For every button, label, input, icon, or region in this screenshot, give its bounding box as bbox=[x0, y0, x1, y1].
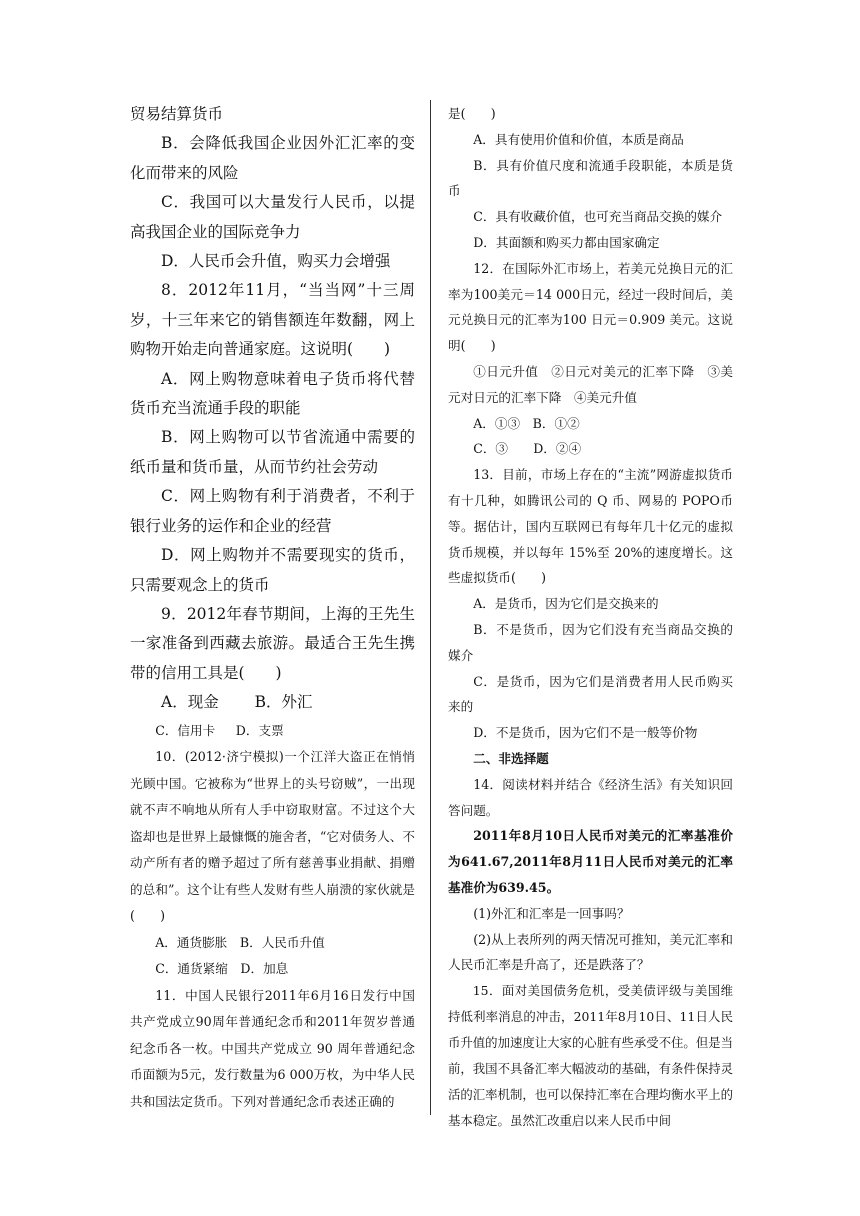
option-b: B．会降低我国企业因外汇汇率的变化而带来的风险 bbox=[130, 134, 415, 182]
statement-list: ①日元升值 ②日元对美元的汇率下降 ③美元对日元的汇率下降 ④美元升值 bbox=[448, 363, 733, 405]
sub-question-2: (2)从上表所列的两天情况可推知，美元汇率和人民币汇率是升高了，还是跌落了？ bbox=[448, 931, 733, 973]
options-cd: C．③ D．②④ bbox=[473, 441, 582, 457]
option-d: D．不是货币，因为它们不是一般等价物 bbox=[473, 725, 698, 741]
column-divider bbox=[430, 100, 431, 1115]
option-d: D．网上购物并不需要现实的货币，只需要观念上的货币 bbox=[130, 546, 415, 594]
text-line: 贸易结算货币 bbox=[130, 105, 224, 123]
option-c: C．网上购物有利于消费者，不利于银行业务的运作和企业的经营 bbox=[130, 487, 415, 535]
option-b: B．具有价值尺度和流通手段职能，本质是货币 bbox=[448, 157, 733, 199]
question-11: 11．中国人民银行2011年6月16日发行中国共产党成立90周年普通纪念币和2011年贺岁普通纪念币各一枚。中国共产党成立 90 周年普通纪念币面额为5元，发行数量为6 000万枚，为中华人民共和国法定货币。下列对普通纪念币表述正确的 bbox=[130, 987, 415, 1109]
question-12: 12．在国际外汇市场上，若美元兑换日元的汇率为100美元＝14 000日元，经过一段时间后，美元兑换日元的汇率为100 日元＝0.909 美元。这说明( ) bbox=[448, 260, 733, 354]
sub-question-1: (1)外汇和汇率是一回事吗？ bbox=[473, 905, 630, 921]
text-line: 是( ) bbox=[448, 106, 496, 121]
options-ab: A．①③ B．①② bbox=[473, 415, 580, 431]
left-column bbox=[130, 100, 415, 1115]
options-ab: A．通货膨胀 B．人民币升值 bbox=[155, 934, 325, 950]
section-heading: 二、非选择题 bbox=[473, 750, 549, 766]
option-b: B．不是货币，因为它们没有充当商品交换的媒介 bbox=[448, 621, 733, 663]
options-cd: C．信用卡 D．支票 bbox=[155, 722, 284, 738]
options-ab: A．现金 B．外汇 bbox=[161, 693, 313, 712]
question-13: 13．目前，市场上存在的“主流”网游虚拟货币有十几种，如腾讯公司的 Q 币、网易的 POPO币等。据估计，国内互联网已有每年几十亿元的虚拟货币规模，并以每年 15%至 20%的速度增长。这些虚拟货币( ) bbox=[448, 467, 733, 586]
question-10: 10．(2012·济宁模拟)一个江洋大盗正在悄悄光顾中国。它被称为“世界上的头号窃贼”，一出现就不声不响地从所有人手中窃取财富。不过这个大盗却也是世界上最慷慨的施舍者，“它对债务人、不动产所有者的赠予超过了所有慈善事业捐献、捐赠的总和”。这个让有些人发财有些人崩溃的家伙就是( ) bbox=[130, 749, 415, 924]
option-b: B．网上购物可以节省流通中需要的纸币量和货币量，从而节约社会劳动 bbox=[130, 428, 415, 476]
right-column bbox=[448, 101, 733, 1134]
option-a: A．具有使用价值和价值，本质是商品 bbox=[473, 131, 684, 147]
option-c: C．是货币，因为它们是消费者用人民币购买来的 bbox=[448, 673, 733, 715]
option-d: D．人民币会升值，购买力会增强 bbox=[161, 252, 391, 271]
question-14: 14．阅读材料并结合《经济生活》有关知识回答问题。 bbox=[448, 776, 733, 818]
question-8: 8．2012年11月，“当当网”十三周岁，十三年来它的销售额连年数翻，网上购物开始走向普通家庭。这说明( ) bbox=[130, 281, 415, 359]
option-a: A．是货币，因为它们是交换来的 bbox=[473, 596, 659, 612]
question-9: 9．2012年春节期间，上海的王先生一家准备到西藏去旅游。最适合王先生携带的信用工具是( ) bbox=[130, 604, 415, 682]
options-cd: C．通货紧缩 D．加息 bbox=[155, 961, 289, 977]
option-c: C．我国可以大量发行人民币，以提高我国企业的国际竞争力 bbox=[130, 193, 415, 241]
material-text: 2011年8月10日人民币对美元的汇率基准价为641.67,2011年8月11日人民币对美元的汇率基准价为639.45。 bbox=[448, 828, 733, 895]
option-a: A．网上购物意味着电子货币将代替货币充当流通手段的职能 bbox=[130, 369, 415, 418]
option-d: D．其面额和购买力都由国家确定 bbox=[473, 234, 660, 250]
option-c: C．具有收藏价值，也可充当商品交换的媒介 bbox=[473, 209, 723, 225]
question-15: 15．面对美国债务危机，受美债评级与美国维持低利率消息的冲击，2011年8月10日、11日人民币升值的加速度让大家的心脏有些承受不住。但是当前，我国不具备汇率大幅波动的基础，有条件保持灵活的汇率机制，也可以保持汇率在合理均衡水平上的基本稳定。虽然汇改重启以来人民币中间 bbox=[448, 983, 733, 1129]
